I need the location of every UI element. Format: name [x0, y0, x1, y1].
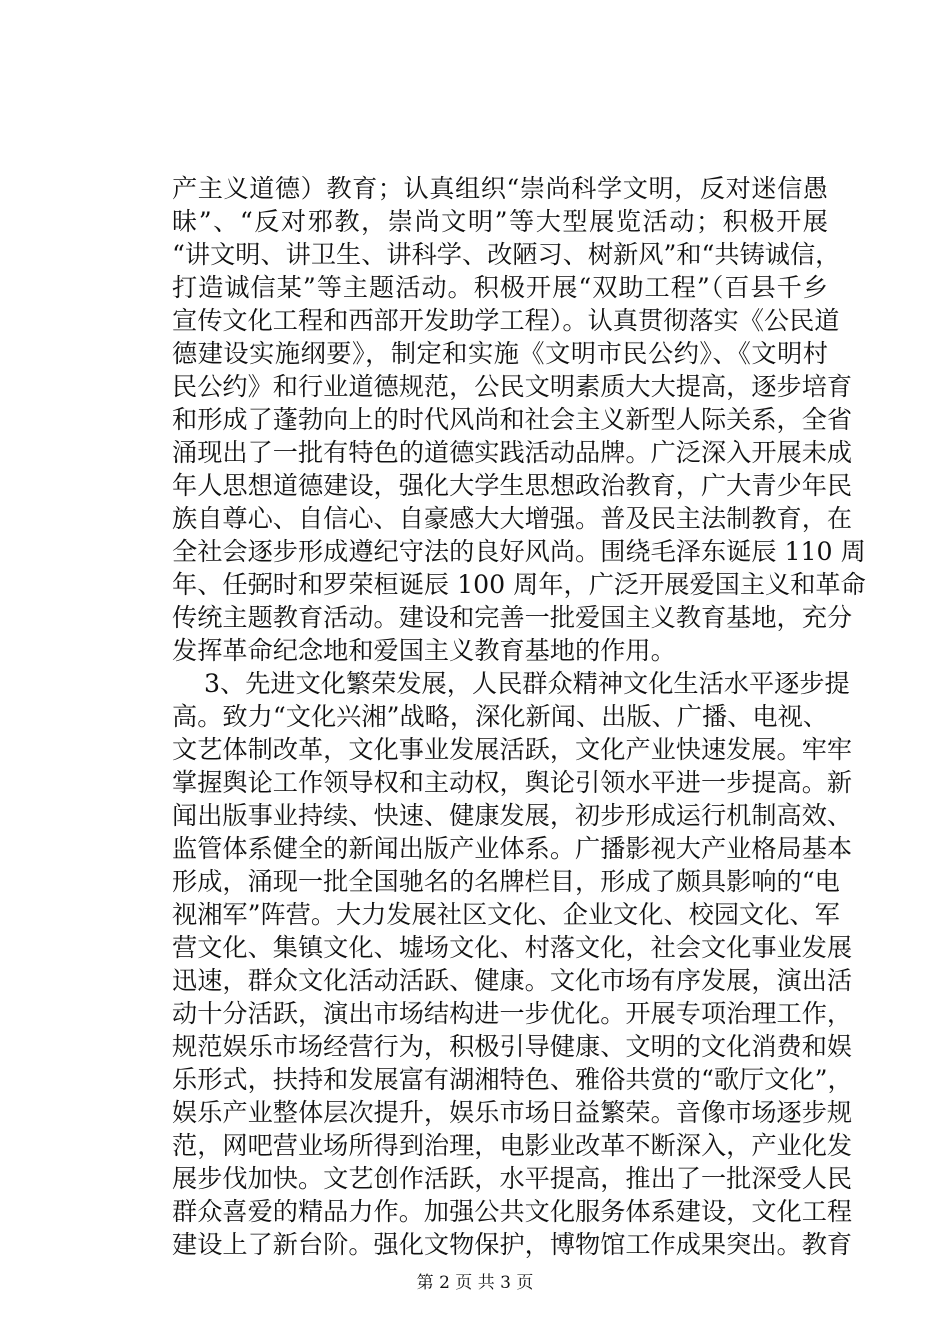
text-line: 传统主题教育活动。建设和完善一批爱国主义教育基地，充分	[172, 603, 853, 632]
page-number-footer: 第 2 页 共 3 页	[416, 1273, 534, 1293]
text-line: 乐形式，扶持和发展富有湖湘特色、雅俗共赏的“歌厅文化”，	[172, 1065, 853, 1094]
text-line: 德建设实施纲要》，制定和实施《文明市民公约》、《文明村	[172, 339, 828, 368]
text-line: 宣传文化工程和西部开发助学工程）。认真贯彻落实《公民道	[172, 306, 840, 335]
text-line: 范，网吧营业场所得到治理，电影业改革不断深入，产业化发	[172, 1131, 853, 1160]
text-line: 昧”、“反对邪教，崇尚文明”等大型展览活动；积极开展	[172, 207, 828, 236]
text-line: 文艺体制改革，文化事业发展活跃，文化产业快速发展。牢牢	[172, 735, 853, 764]
text-line: 高。致力“文化兴湘”战略，深化新闻、出版、广播、电视、	[172, 702, 828, 731]
text-line: 营文化、集镇文化、墟场文化、村落文化，社会文化事业发展	[172, 933, 853, 962]
text-line: 掌握舆论工作领导权和主动权，舆论引领水平进一步提高。新	[172, 768, 853, 797]
text-line: 动十分活跃，演出市场结构进一步优化。开展专项治理工作，	[172, 999, 853, 1028]
text-line: “讲文明、讲卫生、讲科学、改陋习、树新风”和“共铸诚信，	[172, 240, 841, 269]
text-line: 展步伐加快。文艺创作活跃，水平提高，推出了一批深受人民	[172, 1164, 853, 1193]
text-line: 全社会逐步形成遵纪守法的良好风尚。围绕毛泽东诞辰 110 周	[172, 537, 866, 566]
text-line: 年、任弼时和罗荣桓诞辰 100 周年，广泛开展爱国主义和革命	[172, 570, 866, 599]
text-line: 形成，涌现一批全国驰名的名牌栏目，形成了颇具影响的“电	[172, 867, 840, 896]
paragraph-start-line: 3、先进文化繁荣发展，人民群众精神文化生活水平逐步提	[172, 669, 850, 698]
text-line: 涌现出了一批有特色的道德实践活动品牌。广泛深入开展未成	[172, 438, 853, 467]
text-line: 娱乐产业整体层次提升，娱乐市场日益繁荣。音像市场逐步规	[172, 1098, 853, 1127]
text-line: 视湘军”阵营。大力发展社区文化、企业文化、校园文化、军	[172, 900, 840, 929]
text-line: 监管体系健全的新闻出版产业体系。广播影视大产业格局基本	[172, 834, 853, 863]
text-line: 闻出版事业持续、快速、健康发展，初步形成运行机制高效、	[172, 801, 853, 830]
text-line: 产主义道德）教育；认真组织“崇尚科学文明，反对迷信愚	[172, 174, 828, 203]
text-line: 规范娱乐市场经营行为，积极引导健康、文明的文化消费和娱	[172, 1032, 853, 1061]
text-line: 群众喜爱的精品力作。加强公共文化服务体系建设，文化工程	[172, 1197, 853, 1226]
text-line: 建设上了新台阶。强化文物保护，博物馆工作成果突出。教育	[172, 1230, 853, 1259]
text-line: 打造诚信某”等主题活动。积极开展“双助工程”（百县千乡	[172, 273, 828, 302]
text-line: 族自尊心、自信心、自豪感大大增强。普及民主法制教育，在	[172, 504, 853, 533]
text-line: 民公约》和行业道德规范，公民文明素质大大提高，逐步培育	[172, 372, 853, 401]
text-line: 迅速，群众文化活动活跃、健康。文化市场有序发展，演出活	[172, 966, 853, 995]
text-line: 和形成了蓬勃向上的时代风尚和社会主义新型人际关系，全省	[172, 405, 853, 434]
text-line: 发挥革命纪念地和爱国主义教育基地的作用。	[172, 636, 676, 665]
text-line: 年人思想道德建设，强化大学生思想政治教育，广大青少年民	[172, 471, 853, 500]
